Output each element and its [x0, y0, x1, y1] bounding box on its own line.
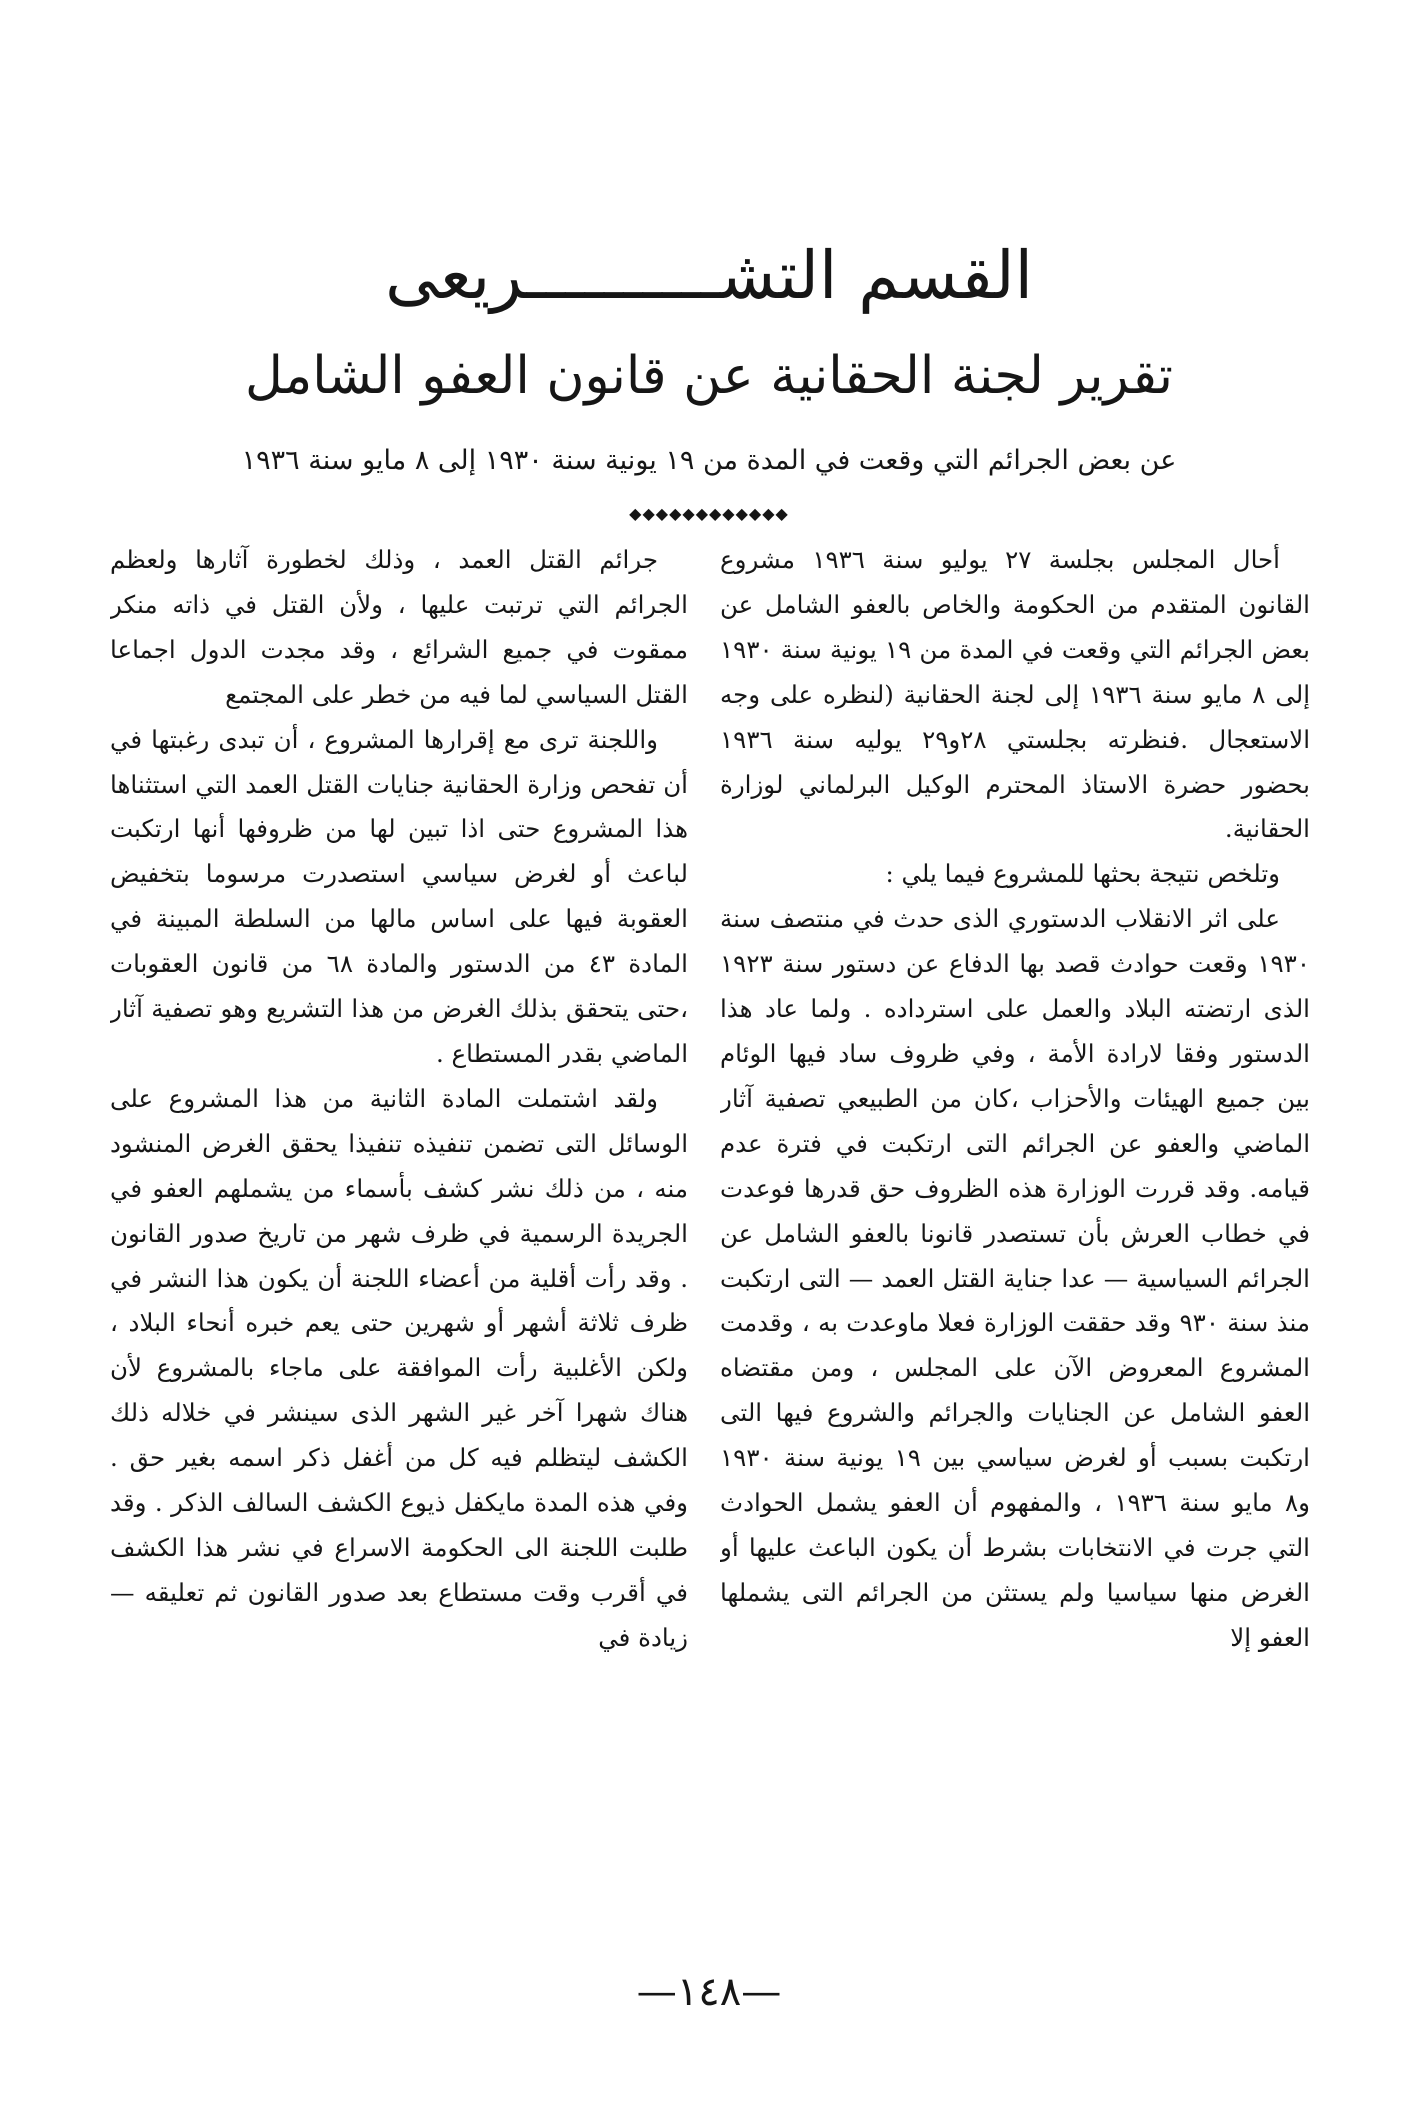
section-title: القسم التشــــــــــريعى: [385, 237, 1033, 314]
page-number: —١٤٨—: [636, 1969, 782, 2015]
paragraph: أحال المجلس بجلسة ٢٧ يوليو سنة ١٩٣٦ مشروع القانون المتقدم من الحكومة والخاص بالعفو الشامل عن بعض الجرائم التي وقعت في المدة من ١٩ يونية سنة ١٩٣٠ إلى ٨ مايو سنة ١٩٣٦ إلى لجنة الحقانية (لنظره على وجه الاستعجال .فنظرته بجلستي ٢٨و٢٩ يوليه سنة ١٩٣٦ بحضور حضرة الاستاذ المحترم الوكيل البرلماني لوزارة الحقانية.: [720, 545, 1310, 844]
right-text-column: [720, 538, 1310, 1958]
ornamental-divider: ◆◆◆◆◆◆◆◆◆◆◆◆: [629, 504, 789, 523]
paragraph: ولقد اشتملت المادة الثانية من هذا المشروع على الوسائل التى تضمن تنفيذه تنفيذا يحقق الغرض المنشود منه ، من ذلك نشر كشف بأسماء من يشملهم العفو في الجريدة الرسمية في ظرف شهر من تاريخ صدور القانون . وقد رأت أقلية من أعضاء اللجنة أن يكون هذا النشر في ظرف ثلاثة أشهر أو شهرين حتى يعم خبره أنحاء البلاد ، ولكن الأغلبية رأت الموافقة على ماجاء بالمشروع لأن هناك شهرا آخر غير الشهر الذى سينشر في خلاله ذلك الكشف ليتظلم فيه كل من أغفل ذكر اسمه بغير حق . وفي هذه المدة مايكفل ذيوع الكشف السالف الذكر . وقد طلبت اللجنة الى الحكومة الاسراع في نشر هذا الكشف في أقرب وقت مستطاع بعد صدور القانون ثم تعليقه — زيادة في: [110, 1083, 688, 1652]
report-title: تقرير لجنة الحقانية عن قانون العفو الشامل: [245, 346, 1173, 406]
paragraph: على اثر الانقلاب الدستوري الذى حدث في منتصف سنة ١٩٣٠ وقعت حوادث قصد بها الدفاع عن دستور سنة ١٩٢٣ الذى ارتضته البلاد والعمل على استرداده . ولما عاد هذا الدستور وفقا لارادة الأمة ، وفي ظروف ساد فيها الوئام بين جميع الهيئات والأحزاب ،كان من الطبيعي تصفية آثار الماضي والعفو عن الجرائم التى ارتكبت في فترة عدم قيامه. وقد قررت الوزارة هذه الظروف حق قدرها فوعدت في خطاب العرش بأن تستصدر قانونا بالعفو الشامل عن الجرائم السياسية — عدا جناية القتل العمد — التى ارتكبت منذ سنة ٩٣٠ وقد حققت الوزارة فعلا ماوعدت به ، وقدمت المشروع المعروض الآن على المجلس ، ومن مقتضاه العفو الشامل عن الجنايات والجرائم والشروع فيها التى ارتكبت بسبب أو لغرض سياسي بين ١٩ يونية سنة ١٩٣٠ و٨ مايو سنة ١٩٣٦ ، والمفهوم أن العفو يشمل الحوادث التي جرت في الانتخابات بشرط أن يكون الباعث عليها أو الغرض منها سياسيا ولم يستثن من الجرائم التى يشملها العفو إلا: [720, 904, 1310, 1652]
left-text-column: [110, 538, 688, 1958]
paragraph: وتلخص نتيجة بحثها للمشروع فيما يلي :: [885, 859, 1280, 889]
paragraph: واللجنة ترى مع إقرارها المشروع ، أن تبدى رغبتها في أن تفحص وزارة الحقانية جنايات القتل العمد التي استثناها هذا المشروع حتى اذا تبين لها من ظروفها أنها ارتكبت لباعث أو لغرض سياسي استصدرت مرسوما بتخفيض العقوبة فيها على اساس مالها من السلطة المبينة في المادة ٤٣ من الدستور والمادة ٦٨ من قانون العقوبات ،حتى يتحقق بذلك الغرض من هذا التشريع وهو تصفية آثار الماضي بقدر المستطاع .: [110, 724, 688, 1068]
paragraph: جرائم القتل العمد ، وذلك لخطورة آثارها ولعظم الجرائم التي ترتبت عليها ، ولأن القتل في ذاته منكر ممقوت في جميع الشرائع ، وقد مجدت الدول اجماعا القتل السياسي لما فيه من خطر على المجتمع: [110, 545, 688, 709]
report-period-line: عن بعض الجرائم التي وقعت في المدة من ١٩ يونية سنة ١٩٣٠ إلى ٨ مايو سنة ١٩٣٦: [241, 445, 1177, 476]
